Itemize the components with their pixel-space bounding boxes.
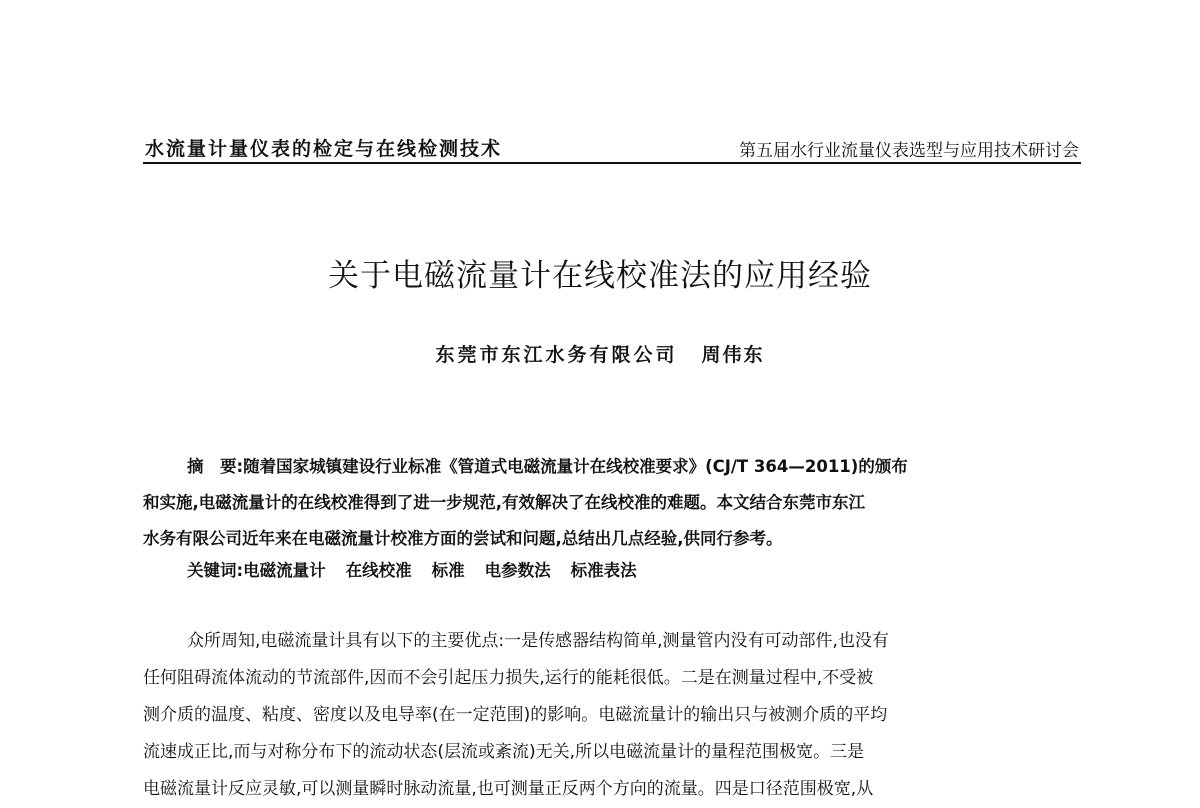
running-head <box>143 128 1081 164</box>
abstract-line: 和实施,电磁流量计的在线校准得到了进一步规范,有效解决了在线校准的难题。本文结合东莞市东江 <box>143 493 866 512</box>
keywords <box>187 557 657 581</box>
keywords-label: 关键词: <box>187 561 244 580</box>
body-line: 流速成正比,而与对称分布下的流动状态(层流或紊流)无关,所以电磁流量计的量程范围极宽。三是 <box>143 742 865 762</box>
body-line: 任何阻碍流体流动的节流部件,因而不会引起压力损失,运行的能耗很低。二是在测量过程中,不受被 <box>143 668 874 688</box>
body-text <box>143 623 1081 808</box>
author-organization: 东莞市东江水务有限公司 <box>435 344 678 366</box>
abstract-line: 水务有限公司近年来在电磁流量计校准方面的尝试和问题,总结出几点经验,供同行参考。 <box>143 529 783 548</box>
body-line: 众所周知,电磁流量计具有以下的主要优点:一是传感器结构简单,测量管内没有可动部件,也没有 <box>187 631 889 651</box>
body-line: 测介质的温度、粘度、密度以及电导率(在一定范围)的影响。电磁流量计的输出只与被测介质的平均 <box>143 705 888 725</box>
author-name: 周伟东 <box>701 344 765 366</box>
paper-title: 关于电磁流量计在线校准法的应用经验 <box>328 258 872 294</box>
keyword: 电磁流量计 <box>243 561 326 580</box>
series-title: 水流量计量仪表的检定与在线检测技术 <box>145 138 503 160</box>
conference-title: 第五届水行业流量仪表选型与应用技术研讨会 <box>739 141 1079 161</box>
keyword: 在线校准 <box>345 561 412 580</box>
author-line <box>0 340 1200 367</box>
abstract-line: 摘 要:随着国家城镇建设行业标准《管道式电磁流量计在线校准要求》(CJ/T 364—2011)的颁布 <box>187 457 908 476</box>
body-line: 电磁流量计反应灵敏,可以测量瞬时脉动流量,也可测量正反两个方向的流量。四是口径范围极宽,从 <box>143 779 874 799</box>
abstract <box>143 449 1081 557</box>
keyword: 标准表法 <box>570 561 637 580</box>
keyword: 标准 <box>431 561 465 580</box>
keyword: 电参数法 <box>484 561 551 580</box>
